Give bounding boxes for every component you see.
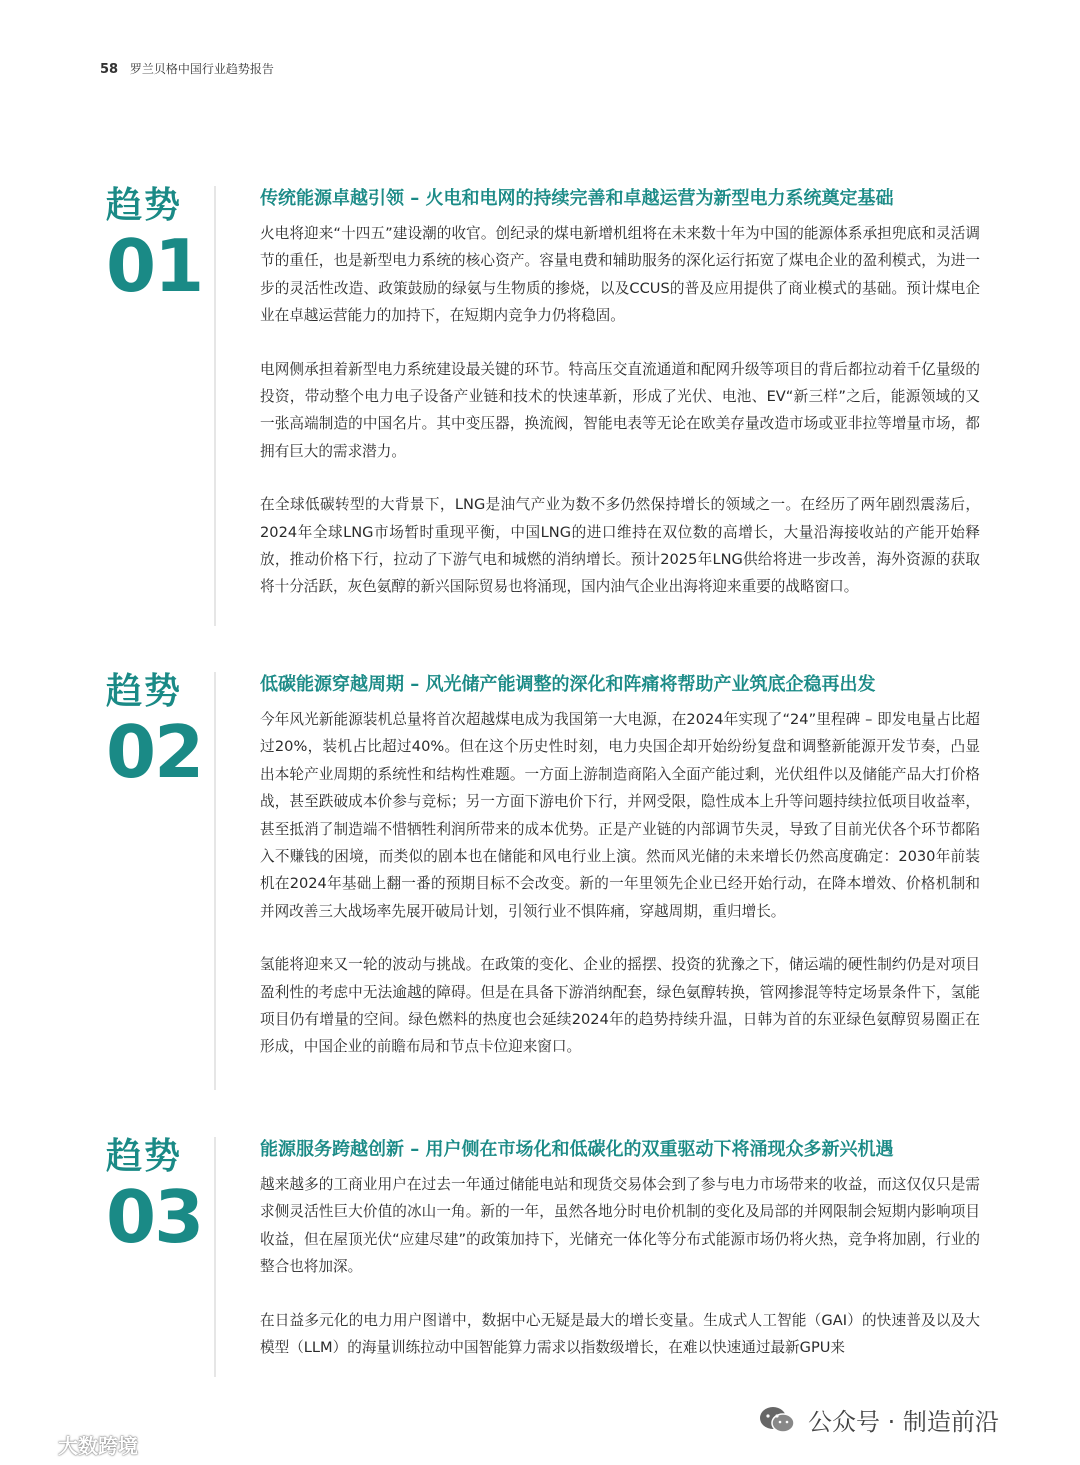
trend-02-section — [260, 672, 980, 1087]
trend-02-heading: 低碳能源穿越周期 – 风光储产能调整的深化和阵痛将帮助产业筑底企稳再出发 — [260, 674, 876, 695]
logo-watermark-text: 大数跨境 — [58, 1434, 138, 1458]
trend-number: 02 — [106, 710, 203, 794]
trend-label: 趋势 — [106, 185, 183, 226]
section-divider — [214, 186, 216, 626]
page-header — [100, 60, 274, 77]
paragraph: 在日益多元化的电力用户图谱中，数据中心无疑是最大的增长变量。生成式人工智能（GAI）的快速普及以及大模型（LLM）的海量训练拉动中国智能算力需求以指数级增长，在难以快速通过最新GPU来 — [260, 1311, 980, 1357]
trend-01-badge — [106, 185, 206, 308]
cloud-logo-icon — [12, 1432, 52, 1458]
trend-01-section — [260, 186, 980, 627]
paragraph: 氢能将迎来又一轮的波动与挑战。在政策的变化、企业的摇摆、投资的犹豫之下，储运端的硬性制约仍是对项目盈利性的考虑中无法逾越的障碍。但是在具备下游消纳配套，绿色氨醇转换，管网掺混等特定场景条件下，氢能项目仍有增量的空间。绿色燃料的热度也会延续2024年的趋势持续升温，日韩为首的东亚绿色氨醇贸易圈正在形成，中国企业的前瞻布局和节点卡位迎来窗口。 — [260, 956, 980, 1056]
section-divider — [214, 1137, 216, 1377]
paragraph: 在全球低碳转型的大背景下，LNG是油气产业为数不多仍然保持增长的领域之一。在经历了两年剧烈震荡后，2024年全球LNG市场暂时重现平衡，中国LNG的进口维持在双位数的高增长，大量沿海接收站的产能开始释放，推动价格下行，拉动了下游气电和城燃的消纳增长。预计2025年LNG供给将进一步改善，海外资源的获取将十分活跃，灰色氨醇的新兴国际贸易也将涌现，国内油气企业出海将迎来重要的战略窗口。 — [260, 496, 980, 596]
paragraph: 火电将迎来“十四五”建设潮的收官。创纪录的煤电新增机组将在未来数十年为中国的能源体系承担兜底和灵活调节的重任，也是新型电力系统的核心资产。容量电费和辅助服务的深化运行拓宽了煤电企业的盈利模式，为进一步的灵活性改造、政策鼓励的绿氨与生物质的掺烧，以及CCUS的普及应用提供了商业模式的基础。预计煤电企业在卓越运营能力的加持下，在短期内竞争力仍将稳固。 — [260, 225, 980, 325]
trend-01-heading: 传统能源卓越引领 – 火电和电网的持续完善和卓越运营为新型电力系统奠定基础 — [260, 188, 894, 209]
paragraph: 电网侧承担着新型电力系统建设最关键的环节。特高压交直流通道和配网升级等项目的背后都拉动着千亿量级的投资，带动整个电力电子设备产业链和技术的快速革新，形成了光伏、电池、EV“新三样”之后，能源领域的又一张高端制造的中国名片。其中变压器，换流阀，智能电表等无论在欧美存量改造市场或亚非拉等增量市场，都拥有巨大的需求潜力。 — [260, 360, 980, 460]
trend-label: 趋势 — [106, 671, 183, 712]
trend-label: 趋势 — [106, 1136, 183, 1177]
trend-number: 03 — [106, 1175, 203, 1259]
report-title: 罗兰贝格中国行业趋势报告 — [129, 62, 274, 76]
trend-03-badge — [106, 1136, 206, 1259]
wechat-icon — [758, 1405, 796, 1435]
trend-03-section — [260, 1137, 980, 1387]
trend-03-heading: 能源服务跨越创新 – 用户侧在市场化和低碳化的双重驱动下将涌现众多新兴机遇 — [260, 1139, 894, 1160]
page-number: 58 — [100, 62, 119, 77]
wechat-watermark — [758, 1402, 999, 1437]
paragraph: 今年风光新能源装机总量将首次超越煤电成为我国第一大电源，在2024年实现了“24”里程碑 – 即发电量占比超过20%，装机占比超过40%。但在这个历史性时刻，电力央国企却开始纷纷复盘和调整新能源开发节奏，凸显出本轮产业周期的系统性和结构性难题。一方面上游制造商陷入全面产能过剩，光伏组件以及储能产品大打价格战，甚至跌破成本价参与竞标；另一方面下游电价下行，并网受限，隐性成本上升等问题持续拉低项目收益率，甚至抵消了制造端不惜牺牲利润所带来的成本优势。正是产业链的内部调节失灵，导致了目前光伏各个环节都陷入不赚钱的困境，而类似的剧本也在储能和风电行业上演。然而风光储的未来增长仍然高度确定：2030年前装机在2024年基础上翻一番的预期目标不会改变。新的一年里领先企业已经开始行动，在降本增效、价格机制和并网改善三大战场率先展开破局计划，引领行业不惧阵痛，穿越周期，重归增长。 — [260, 711, 980, 920]
trend-02-badge — [106, 671, 206, 794]
wechat-watermark-text: 公众号 · 制造前沿 — [808, 1408, 999, 1436]
section-divider — [214, 672, 216, 1090]
trend-number: 01 — [106, 224, 203, 308]
logo-watermark — [12, 1430, 138, 1459]
paragraph: 越来越多的工商业用户在过去一年通过储能电站和现货交易体会到了参与电力市场带来的收益，而这仅仅只是需求侧灵活性巨大价值的冰山一角。新的一年，虽然各地分时电价机制的变化及局部的并网限制会短期内影响项目收益，但在屋顶光伏“应建尽建”的政策加持下，光储充一体化等分布式能源市场仍将火热，竞争将加剧，行业的整合也将加深。 — [260, 1176, 980, 1276]
